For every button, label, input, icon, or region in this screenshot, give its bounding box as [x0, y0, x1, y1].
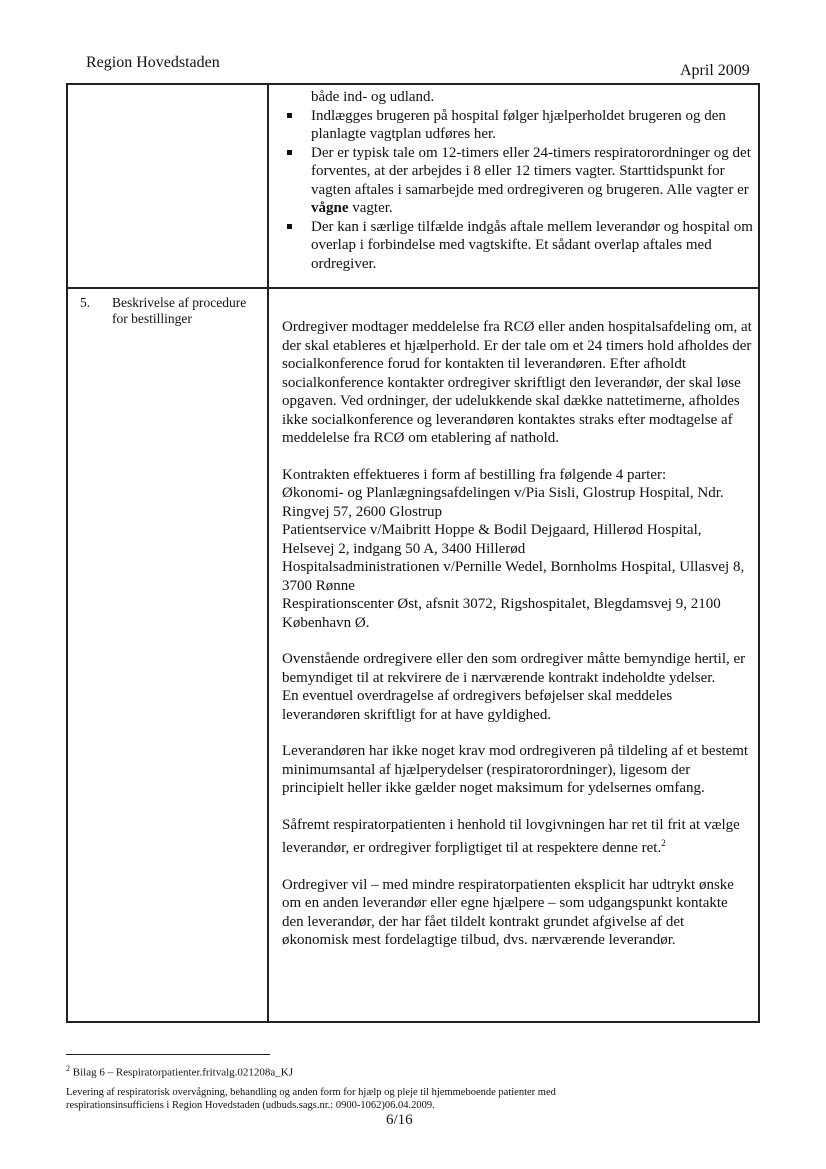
- paragraph-parties: Kontrakten effektueres i form af bestilling fra følgende 4 parter: Økonomi- og Planlægningsafdelingen v/Pia Sisli, Glostrup Hospital, Ndr. Ringvej 57, 2600 Glostrup Patientservice v/Maibritt Hoppe & Bodil Dejgaard, Hillerød Hospital, Helsevej 2, indgang 50 A, 3400 Hillerød Hospitalsadministrationen v/Pernille Wedel, Bornholms Hospital, Ullasvej 8, 3700 Rønne Respirationscenter Øst, afsnit 3072, Rigshospitalet, Blegdamsvej 9, 2100 København Ø.: [282, 466, 745, 631]
- footnote: $^2$ Bilag 6 – Respiratorpatienter.fritvalg.021208a_KJ: [66, 1064, 294, 1079]
- table-border-left: [66, 83, 68, 1023]
- paragraph: Ordregiver vil – med mindre respiratorpatienten eksplicit har udtrykt ønske om en anden leverandør eller egne hjælpere – som udgangspunkt kontakte den leverandør, der har fået tildelt kontrakt grundet afgivelse af det økonomisk mest fordelagtige tilbud, dvs. nærværende leverandør.: [282, 876, 734, 948]
- document-footer: Levering af respiratorisk overvågning, behandling og anden form for hjælp og pleje til hjemmeboende patienter med respirationsinsufficiens i Region Hovedstaden (udbuds.sags.nr.: 0900-1062)06.04.2009.: [66, 1087, 556, 1111]
- table-border-bottom: [66, 1021, 760, 1023]
- party: Respirationscenter Øst, afsnit 3072, Rigshospitalet, Blegdamsvej 9, 2100 København Ø.: [282, 596, 721, 631]
- table-column-divider: [267, 83, 269, 1023]
- bullet-icon: [287, 113, 292, 118]
- row5-content: [282, 318, 752, 968]
- paragraph: Ovenstående ordregivere eller den som ordregiver måtte bemyndige hertil, er bemyndiget til at rekvirere de i nærværende kontrakt indeholdte ydelser.: [282, 651, 746, 686]
- row-number: 5.: [80, 295, 91, 310]
- list-item: Indlægges brugeren på hospital følger hjælperholdet brugeren og den planlagte vagtplan udføres her.: [285, 107, 753, 144]
- paragraph: En eventuel overdragelse af ordregivers beføjelser skal meddeles leverandøren skriftligt for at have gyldighed.: [282, 688, 673, 723]
- footnote-separator: [66, 1054, 270, 1055]
- footnote-reference: 2: [661, 838, 666, 848]
- party: Økonomi- og Planlægningsafdelingen v/Pia Sisli, Glostrup Hospital, Ndr. Ringvej 57, 2600 Glostrup: [282, 485, 724, 520]
- paragraph: Såfremt respiratorpatienten i henhold til lovgivningen har ret til frit at vælge leverandør, er ordregiver forpligtiget til at respektere denne ret.$^2$: [282, 816, 740, 856]
- list-item: både ind- og udland.: [311, 89, 435, 105]
- page-header-right: April 2009: [680, 62, 750, 79]
- paragraph: Ordregiver modtager meddelelse fra RCØ eller anden hospitalsafdeling om, at der skal etableres et hjælperhold. Er der tale om et 24 timers hold afholdes der socialkonference forud for kontakten til leverandøren. Efter afholdt socialkonference kontakter ordregiver skriftligt den leverandør, der skal løse opgaven. Ved ordninger, der udelukkende skal dække nattetimerne, afholdes ikke socialkonference og leverandøren kontaktes straks efter modtagelse af meddelelse fra RCØ om etablering af nathold.: [282, 319, 752, 446]
- bullet-icon: [287, 150, 292, 155]
- page-header-left: Region Hovedstaden: [86, 54, 220, 71]
- list-item: Der kan i særlige tilfælde indgås aftale mellem leverandør og hospital om overlap i forbindelse med vagtskifte. Et sådant overlap aftales med ordregiver.: [285, 218, 753, 274]
- row-prev-content: [285, 88, 753, 273]
- paragraph: Leverandøren har ikke noget krav mod ordregiveren på tildeling af et bestemt minimumsantal af hjælperydelser (respiratorordninger), ligesom der principielt heller ikke gælder noget maksimum for ydelsernes omfang.: [282, 743, 749, 796]
- table-border-top: [66, 83, 760, 85]
- row-label: Beskrivelse af procedure for bestillinger: [112, 295, 247, 326]
- page-number: 6/16: [386, 1112, 413, 1128]
- party: Hospitalsadministrationen v/Pernille Wedel, Bornholms Hospital, Ullasvej 8, 3700 Rønne: [282, 559, 745, 594]
- bullet-icon: [287, 224, 292, 229]
- bullet-list: [285, 88, 753, 273]
- table-row-divider: [66, 287, 760, 289]
- party: Patientservice v/Maibritt Hoppe & Bodil Dejgaard, Hillerød Hospital, Helsevej 2, indgang 50 A, 3400 Hillerød: [282, 522, 702, 557]
- table-border-right: [758, 83, 760, 1023]
- list-item: Der er typisk tale om 12-timers eller 24-timers respiratorordninger og det forventes, at der arbejdes i 8 eller 12 timers vagter. Starttidspunkt for vagten aftales i samarbejde med ordregiveren og brugeren. Alle vagter er vågne vagter.: [285, 144, 753, 218]
